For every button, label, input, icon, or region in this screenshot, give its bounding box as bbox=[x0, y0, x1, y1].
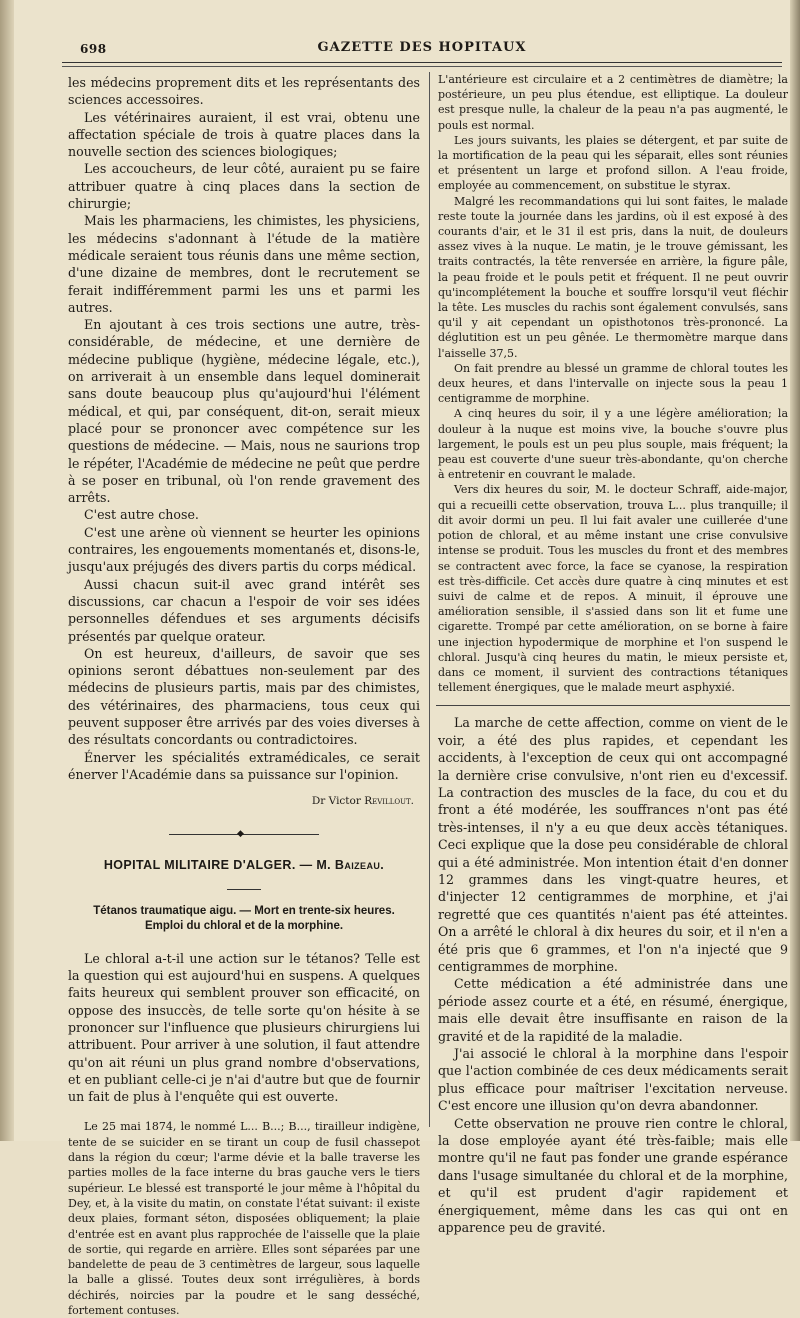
left-column bbox=[68, 74, 420, 1317]
page-edge-left bbox=[0, 0, 14, 1141]
column-rule bbox=[436, 705, 790, 706]
right-column bbox=[438, 72, 788, 1236]
signature-prefix: Dr Victor bbox=[311, 795, 361, 808]
column-divider bbox=[429, 72, 430, 1127]
paragraph: Aussi chacun suit-il avec grand intérêt ses discussions, car chacun a l'espoir de voir ses idées personnelles défendues et ses arguments décisifs présentés par quelque orateur. bbox=[68, 576, 420, 644]
journal-title: GAZETTE DES HOPITAUX bbox=[317, 40, 527, 55]
paragraph: La marche de cette affection, comme on vient de le voir, a été des plus rapides, et cependant les accidents, à l'exception de ceux qui ont accompagné la dernière crise convulsive, n'ont rien eu d'excessif. La contraction des muscles de la face, du cou et du front a été modérée, les souffrances n'ont pas été très-intenses, il n'y a eu que deux accès tétaniques. Ceci explique que la dose peu considérable de chloral qui a été administrée. Mon intention était d'en donner 12 grammes dans les vingt-quatre heures, et d'injecter 12 centigrammes de morphine, et j'ai regretté que ces quantités n'aient pas été atteintes. On a arrêté le chloral à dix heures du soir, et il n'en a été pris que 6 grammes, et l'on n'a injecté que 9 centigrammes de morphine. bbox=[438, 715, 788, 975]
section-separator bbox=[169, 834, 319, 835]
paragraph: On est heureux, d'ailleurs, de savoir que ses opinions seront débattues non-seulement par des médecins de plusieurs partis, mais par des chimistes, des vétérinaires, des pharmaciens, tous ceux qui peuvent supposer être arrivés par des voies diverses à des résultats concordants ou contradictoires. bbox=[68, 645, 420, 748]
short-rule bbox=[227, 889, 261, 890]
signature-name: Revillout. bbox=[364, 795, 414, 808]
spacer bbox=[68, 1105, 420, 1119]
paragraph: Les accoucheurs, de leur côté, auraient pu se faire attribuer quatre à cinq places dans la section de chirurgie; bbox=[68, 161, 420, 212]
page-header bbox=[62, 36, 782, 63]
paragraph: Énerver les spécialités extramédicales, ce serait énerver l'Académie dans sa puissance sur l'opinion. bbox=[68, 749, 420, 782]
paragraph: En ajoutant à ces trois sections une autre, très-considérable, de médecine, et une dernière de médecine publique (hygiène, médecine légale, etc.), on arriverait à un ensemble dans lequel dominerait sans doute beaucoup plus qu'aujourd'hui l'élément médical, et qui, par conséquent, dit-on, serait mieux placé pour se prononcer avec compétence sur les questions de médecine. — Mais, nous ne saurions trop le répéter, l'Académie de médecine ne peût que perdre à se poser en tribunal, où l'on rende gravement des arrêts. bbox=[68, 317, 420, 506]
paragraph: C'est une arène où viennent se heurter les opinions contraires, les engouements momentanés et, disons-le, jusqu'aux préjugés des divers partis du corps médical. bbox=[68, 524, 420, 575]
paragraph: Cette médication a été administrée dans une période assez courte et a été, en résumé, énergique, mais elle devait être insuffisante en raison de la gravité et de la rapidité de la maladie. bbox=[438, 976, 788, 1044]
paragraph: Cette observation ne prouve rien contre le chloral, la dose employée ayant été très-faible; mais elle montre qu'il ne faut pas fonder une grande espérance dans l'usage simultanée du chloral et de la morphine, et qu'il est prudent d'agir rapidement et énergiquement, même dans les cas qui ont en apparence peu de gravité. bbox=[438, 1115, 788, 1236]
header-rule bbox=[62, 66, 782, 67]
section-title-text: HOPITAL MILITAIRE D'ALGER. — M. bbox=[103, 858, 335, 873]
case-title bbox=[68, 904, 420, 934]
section-title bbox=[68, 857, 420, 874]
page-number: 698 bbox=[80, 42, 107, 56]
paragraph: A cinq heures du soir, il y a une légère amélioration; la douleur à la nuque est moins vive, la bouche s'ouvre plus largement, le pouls est un peu plus souple, mais fréquent; la peau est couverte d'une sueur très-abondante, qu'on cherche à entretenir en couvrant le malade. bbox=[438, 407, 788, 482]
author-signature bbox=[68, 793, 414, 810]
case-title-line: Emploi du chloral et de la morphine. bbox=[144, 919, 344, 932]
paragraph: L'antérieure est circulaire et a 2 centimètres de diamètre; la postérieure, un peu plus étendue, est elliptique. La douleur est presque nulle, la chaleur de la peau n'a pas augmenté, le pouls est normal. bbox=[438, 73, 788, 132]
section-title-author: Baizeau. bbox=[334, 858, 385, 873]
paragraph: Malgré les recommandations qui lui sont faites, le malade reste toute la journée dans les jardins, où il est exposé à des courants d'air, et le 31 il est pris, dans la nuit, de douleurs assez vives à la nuque. Le matin, je le trouve gémissant, les traits contractés, la tête renversée en arrière, la figure pâle, la peau froide et le pouls petit et fréquent. Il ne peut ouvrir qu'incomplétement la bouche et souffre lorsqu'il veut fléchir la tête. Les muscles du rachis sont également convulsés, sans qu'il y ait cependant un opisthotonos très-prononcé. La déglutition est un peu gênée. Le thermomètre marque dans l'aisselle 37,5. bbox=[438, 194, 788, 360]
paragraph: Les jours suivants, les plaies se détergent, et par suite de la mortification de la peau qui les séparait, elles sont réunies et présentent un large et profond sillon. A l'eau froide, employée au commencement, on substitue le styrax. bbox=[438, 133, 788, 193]
paragraph: C'est autre chose. bbox=[84, 507, 199, 523]
paragraph: J'ai associé le chloral à la morphine dans l'espoir que l'action combinée de ces deux médicaments serait plus efficace pour maîtriser l'excitation nerveuse. C'est encore une illusion qu'on devra abandonner. bbox=[438, 1046, 788, 1114]
paragraph: les médecins proprement dits et les représentants des sciences accessoires. bbox=[68, 75, 420, 108]
case-title-line: Tétanos traumatique aigu. — Mort en trente-six heures. bbox=[93, 904, 395, 917]
paragraph: Les vétérinaires auraient, il est vrai, obtenu une affectation spéciale de trois à quatre places dans la nouvelle section des sciences biologiques; bbox=[68, 109, 420, 160]
paragraph: Mais les pharmaciens, les chimistes, les physiciens, les médecins s'adonnant à l'étude de la matière médicale seraient tous réunis dans une même section, d'une dizaine de membres, dont le recrutement se ferait indifféremment parmi les uns et parmi les autres. bbox=[68, 213, 420, 315]
case-observation-paragraph: Le 25 mai 1874, le nommé L... B...; B..., tirailleur indigène, tente de se suicider en se tirant un coup de fusil chassepot dans la région du cœur; l'arme dévie et la balle traverse les parties molles de la face interne du bras gauche vers le tiers supérieur. Le blessé est transporté le jour même à l'hôpital du Dey, et, à la visite du matin, on constate l'état suivant: il existe deux plaies, formant séton, disposées obliquement; la plaie d'entrée est en avant plus rapprochée de l'aisselle que la plaie de sortie, qui regarde en arrière. Elles sont séparées par une bandelette de peau de 3 centimètres de largeur, sous laquelle la balle a glissé. Toutes deux sont irrégulières, à bords déchirés, noircies par la poudre et le sang desséché, fortement contuses. bbox=[68, 1120, 420, 1317]
paragraph: Le chloral a-t-il une action sur le tétanos? Telle est la question qui est aujourd'hui en suspens. A quelques faits heureux qui semblent prouver son efficacité, on oppose des insuccès, de telle sorte qu'on hésite à se prononcer sur l'influence que plusieurs chirurgiens lui attribuent. Pour arriver à une solution, il faut attendre qu'on ait réuni un plus grand nombre d'observations, et en publiant celle-ci je n'ai d'autre but que de fournir un fait de plus à l'enquête qui est ouverte. bbox=[68, 950, 420, 1105]
page-edge-right bbox=[790, 0, 800, 1141]
paragraph: Vers dix heures du soir, M. le docteur Schraff, aide-major, qui a recueilli cette observation, trouva L... plus tranquille; il dit avoir dormi un peu. Il lui fait avaler une cuillerée d'une potion de chloral, et au même instant une crise convulsive intense se produit. Tous les muscles du front et des membres se contractent avec force, la face se cyanose, la respiration est très-difficile. Cet accès dure quatre à cinq minutes et est suivi de calme et de repos. A minuit, il éprouve une amélioration sensible, il s'assied dans son lit et fume une cigarette. Trompé par cette amélioration, on se borne à faire une injection hypodermique de morphine et l'on suspend le chloral. Jusqu'à cinq heures du matin, le mieux persiste et, dans ce moment, il survient des contractions tétaniques tellement énergiques, que le malade meurt asphyxié. bbox=[438, 483, 788, 695]
paragraph: On fait prendre au blessé un gramme de chloral toutes les deux heures, et dans l'intervalle on injecte sous la peau 1 centigramme de morphine. bbox=[438, 361, 788, 406]
